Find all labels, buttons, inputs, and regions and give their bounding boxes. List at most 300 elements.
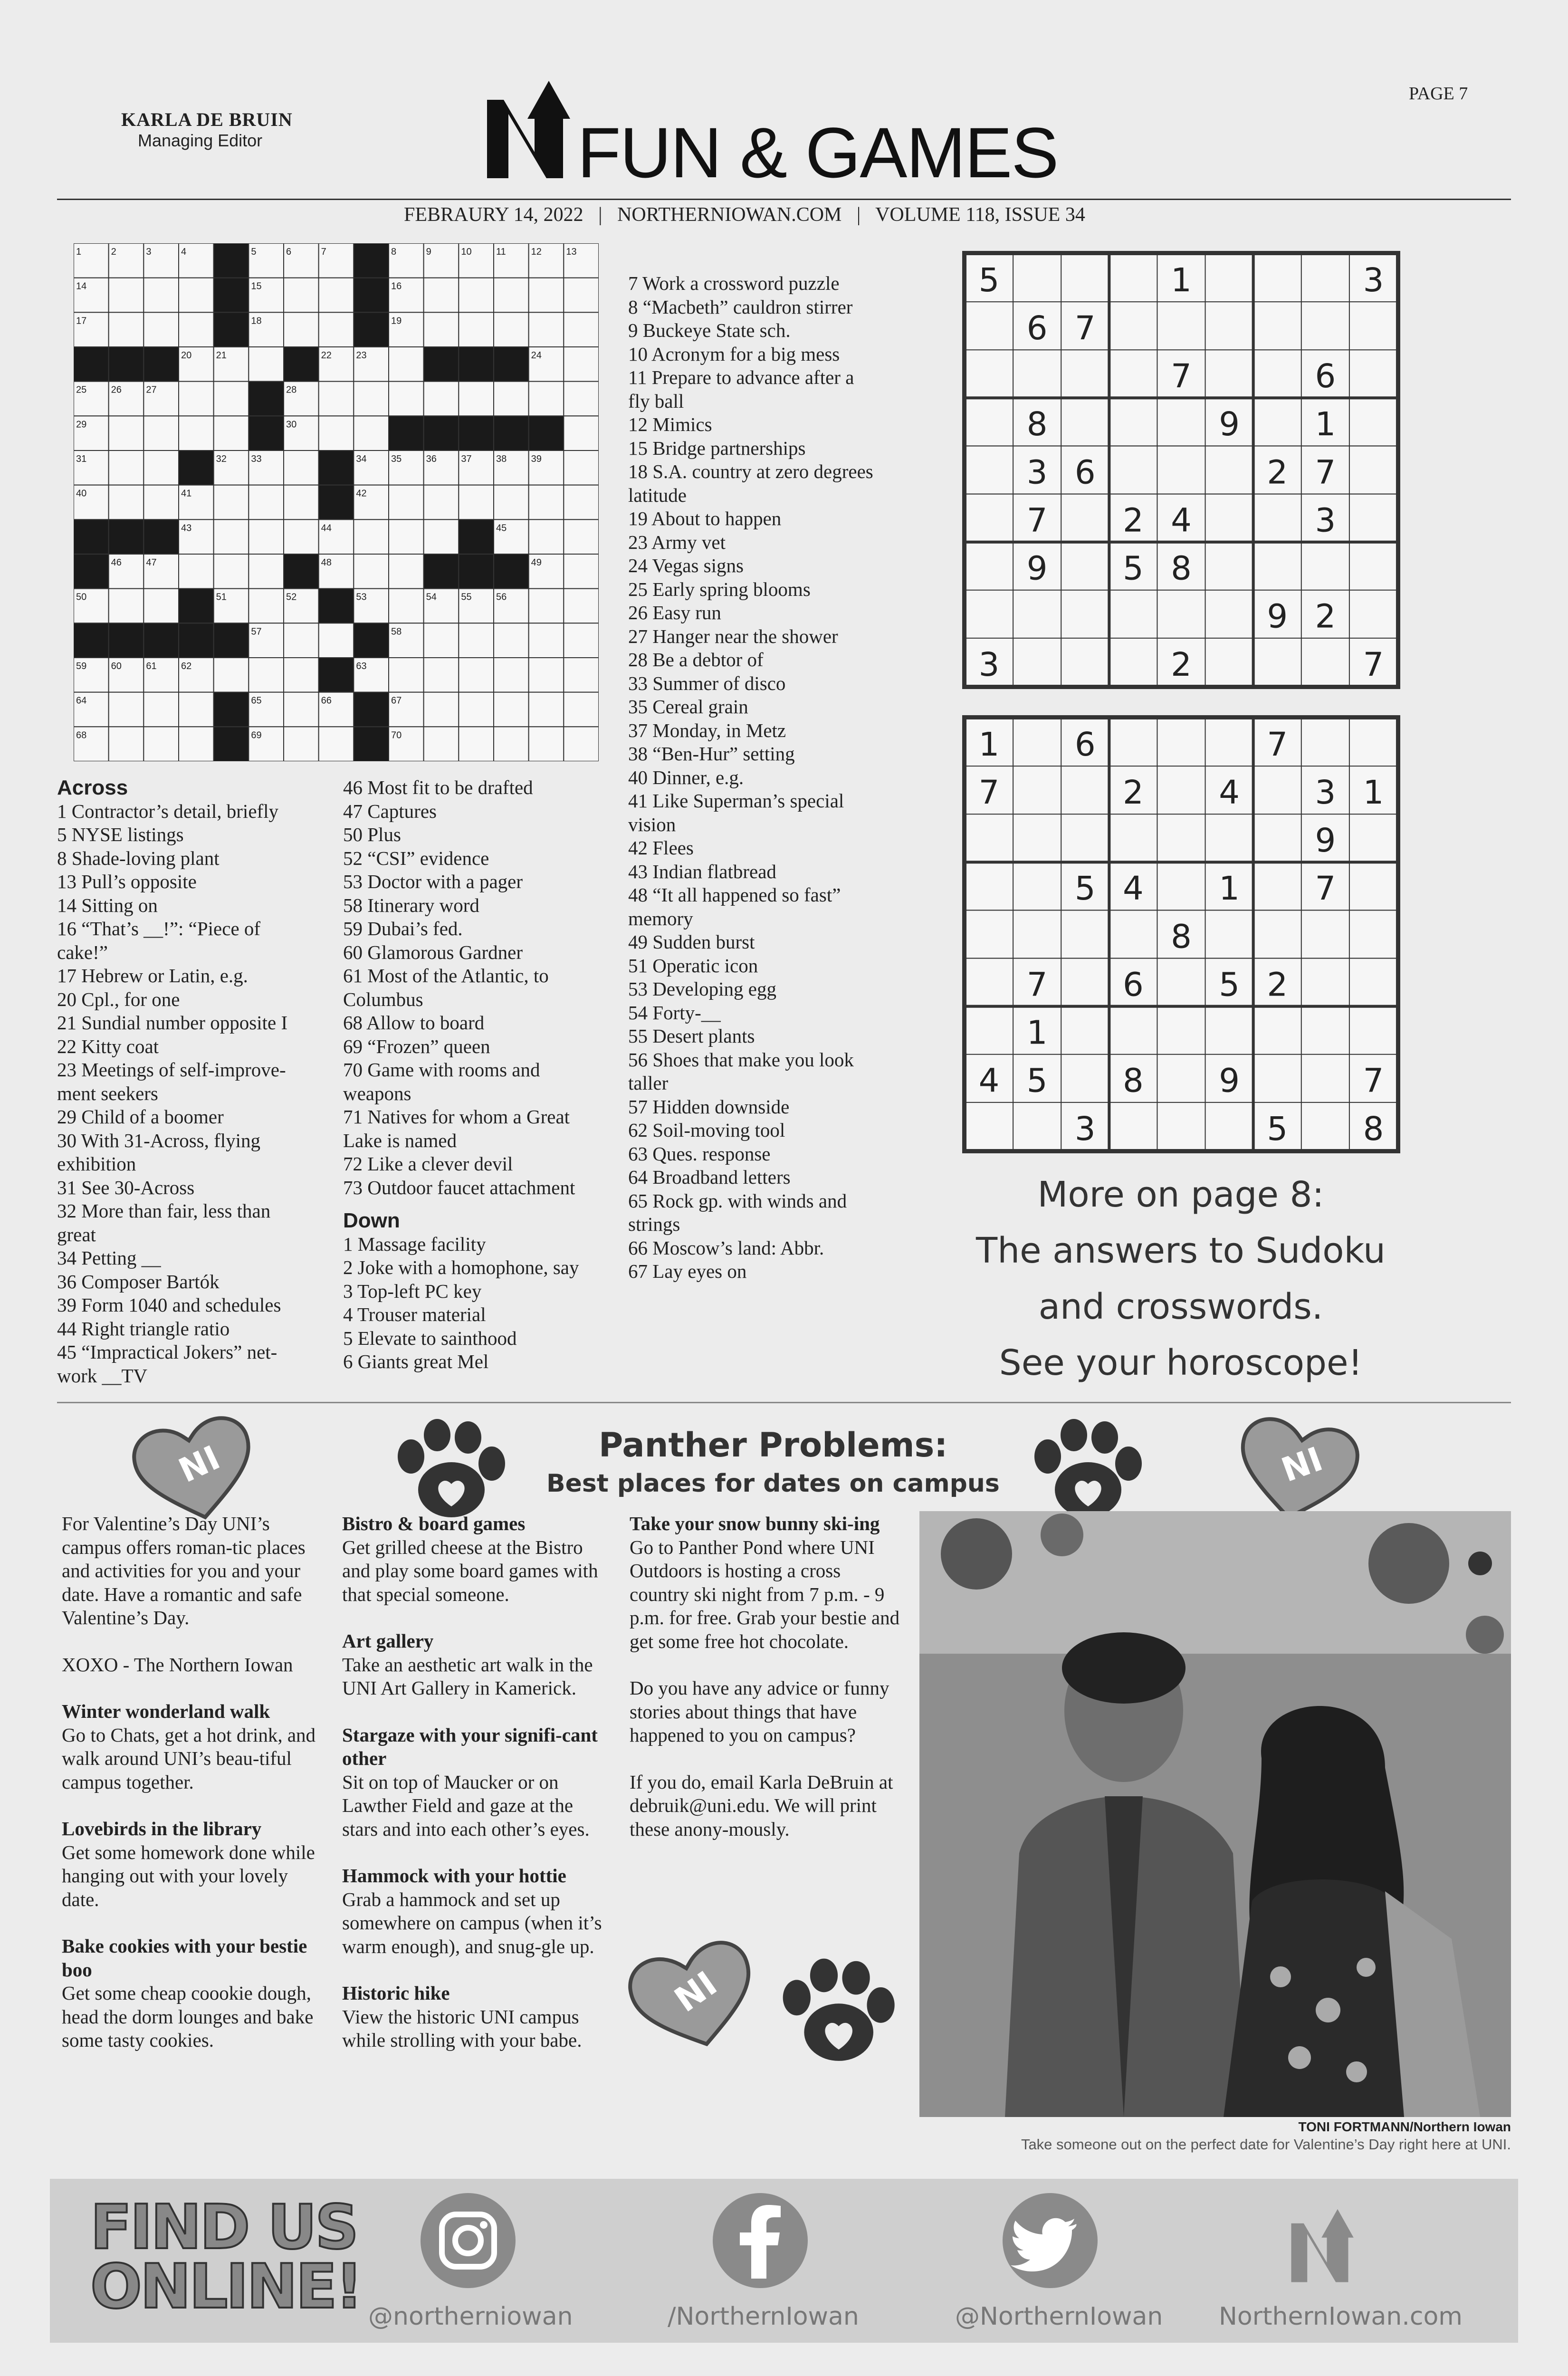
crossword-cell[interactable] [109,485,144,520]
crossword-clue-number: 17 [76,316,87,326]
sudoku-cell[interactable]: 5 [1219,966,1240,1004]
crossword-cell[interactable] [389,485,424,520]
idea-text: Grab a hammock and set up somewhere on campus (when it’s warm enough), and snug-gle up. [342,1888,602,1957]
crossword-cell[interactable] [494,727,529,761]
sudoku-cell[interactable]: 6 [1074,453,1096,492]
heart-ni-icon [128,1414,261,1523]
crossword-cell[interactable] [249,554,284,589]
crossword-clue-number: 18 [251,316,262,326]
sudoku-cell[interactable]: 2 [1315,597,1336,636]
crossword-cell[interactable] [529,382,564,416]
crossword-cell[interactable] [109,450,144,485]
crossword-cell[interactable] [459,692,494,727]
crossword-cell[interactable] [143,278,179,313]
sudoku-cell[interactable]: 7 [1026,966,1048,1004]
crossword-clue-number: 46 [111,557,122,568]
sudoku-cell[interactable]: 7 [1171,357,1192,396]
crossword-cell[interactable] [319,278,354,313]
crossword-cell[interactable] [109,416,144,450]
crossword-black-cell [143,623,179,658]
crossword-cell[interactable] [389,589,424,623]
crossword-cell[interactable] [494,382,529,416]
crossword-clue-number: 3 [146,247,152,257]
crossword-clue-number: 7 [321,247,326,257]
crossword-cell[interactable] [494,658,529,692]
clue-line: latitude [628,484,687,506]
northern-iowan-footer-logo[interactable] [1288,2195,1359,2290]
editor-name: KARLA DE BRUIN [121,109,293,130]
sudoku-cell[interactable]: 7 [1267,725,1288,764]
crossword-cell[interactable] [564,692,599,727]
sudoku-cell[interactable]: 7 [1026,501,1048,540]
crossword-cell[interactable] [459,312,494,347]
clue-line: 33 Summer of disco [628,672,786,694]
intro-text: For Valentine’s Day UNI’s campus offers roman-tic places and activities for you and your date. Have a romantic and safe Valentine’s Day. [62,1513,306,1629]
crossword-cell[interactable] [179,554,214,589]
crossword-cell[interactable] [564,416,599,450]
crossword-cell[interactable] [424,485,459,520]
crossword-clue-number: 70 [391,730,402,741]
sudoku-cell[interactable]: 3 [1315,501,1336,540]
crossword-cell[interactable] [284,692,319,727]
clue-line: 69 “Frozen” queen [343,1035,490,1057]
clue-line: 21 Sundial number opposite I [57,1012,288,1034]
crossword-clue-number: 28 [286,384,297,395]
crossword-cell[interactable] [249,519,284,554]
crossword-cell[interactable] [179,382,214,416]
crossword-cell[interactable] [459,727,494,761]
sudoku-cell[interactable]: 4 [1123,870,1144,908]
sudoku-cell[interactable]: 1 [1171,261,1192,299]
crossword-black-cell [284,347,319,382]
clue-line: 53 Doctor with a pager [343,871,523,892]
crossword-clue-number: 27 [146,384,157,395]
clue-line: 70 Game with rooms and [343,1059,540,1081]
crossword-clue-number: 62 [181,661,192,671]
sudoku-cell[interactable]: 5 [1267,1110,1288,1148]
crossword-clue-number: 48 [321,557,332,568]
crossword-clue-number: 60 [111,661,122,671]
sudoku-cell[interactable]: 2 [1171,645,1192,684]
clue-line: strings [628,1213,680,1235]
find-us-line-2: ONLINE! [90,2251,362,2322]
facebook-handle[interactable]: /NorthernIowan [668,2302,859,2331]
crossword-cell[interactable] [494,623,529,658]
crossword-cell[interactable] [389,519,424,554]
clue-line: 23 Meetings of self-improve- [57,1059,286,1081]
sudoku-cell[interactable]: 9 [1315,822,1336,860]
clue-line: 11 Prepare to advance after a [628,366,854,388]
clue-line: 48 “It all happened so fast” [628,884,841,906]
crossword-cell[interactable] [564,278,599,313]
crossword-cell[interactable] [284,312,319,347]
sudoku-cell[interactable]: 8 [1171,918,1192,956]
crossword-clue-number: 61 [146,661,157,671]
clue-line: 4 Trouser material [343,1303,486,1325]
crossword-cell[interactable] [179,416,214,450]
clue-line: 14 Sitting on [57,894,158,916]
crossword-clue-number: 40 [76,488,87,499]
idea-text: Go to Panther Pond where UNI Outdoors is hosting a cross country ski night from 7 p.m. - 9 p.m. for free. Grab your bestie and get some free hot chocolate. [630,1536,900,1652]
clue-line: Columbus [343,988,423,1010]
crossword-clue-number: 52 [286,592,297,603]
sudoku-grid-1[interactable] [965,254,1397,686]
banner-title: Panther Problems: [599,1426,948,1465]
editor-title: Managing Editor [138,131,263,150]
crossword-clue-number: 4 [181,247,187,257]
crossword-black-cell [354,312,389,347]
idea-text: Get some homework done while hanging out with your lovely date. [62,1841,315,1910]
clue-line: 59 Dubai’s fed. [343,918,463,939]
twitter-handle[interactable]: @NorthernIowan [955,2302,1163,2331]
clue-line: 45 “Impractical Jokers” net- [57,1341,277,1363]
crossword-cell[interactable] [564,589,599,623]
crossword-clue-number: 13 [566,247,577,257]
crossword-cell[interactable] [389,658,424,692]
sudoku-cell[interactable]: 8 [1171,549,1192,588]
sudoku-cell[interactable]: 1 [1315,405,1336,444]
crossword-black-cell [424,416,459,450]
sudoku-cell[interactable]: 2 [1123,773,1144,812]
clue-line: 7 Work a crossword puzzle [628,272,840,294]
sudoku-cell[interactable]: 7 [1074,309,1096,347]
sudoku-cell[interactable]: 7 [978,773,1000,812]
crossword-black-cell [354,727,389,761]
crossword-cell[interactable] [109,727,144,761]
instagram-handle[interactable]: @northerniowan [368,2302,573,2331]
crossword-cell[interactable] [529,623,564,658]
crossword-cell[interactable] [564,347,599,382]
clue-line: 62 Soil-moving tool [628,1119,785,1141]
crossword-cell[interactable] [564,519,599,554]
sudoku-cell[interactable]: 7 [1315,870,1336,908]
signoff: XOXO - The Northern Iowan [62,1653,293,1676]
crossword-cell[interactable] [424,519,459,554]
crossword-cell[interactable] [143,450,179,485]
crossword-clue-number: 16 [391,281,402,292]
crossword-cell[interactable] [109,692,144,727]
clue-line: 13 Pull’s opposite [57,871,197,892]
crossword-cell[interactable] [564,554,599,589]
crossword-cell[interactable] [424,382,459,416]
crossword-cell[interactable] [143,416,179,450]
crossword-cell[interactable] [564,382,599,416]
crossword-cell[interactable] [284,485,319,520]
crossword-cell[interactable] [494,278,529,313]
crossword-black-cell [143,347,179,382]
sudoku-cell[interactable]: 3 [978,645,1000,684]
crossword-cell[interactable] [564,485,599,520]
sudoku-cell[interactable]: 4 [1219,773,1240,812]
crossword-cell[interactable] [214,416,249,450]
crossword-clue-number: 6 [286,247,292,257]
idea-title: Stargaze with your signifi-cant other [342,1724,598,1769]
sudoku-cell[interactable]: 5 [1026,1062,1048,1100]
website-handle[interactable]: NorthernIowan.com [1219,2302,1463,2331]
sudoku-cell[interactable]: 6 [1074,725,1096,764]
crossword-cell[interactable] [389,554,424,589]
crossword-cell[interactable] [214,658,249,692]
crossword-cell[interactable] [529,658,564,692]
crossword-cell[interactable] [249,658,284,692]
sudoku-cell[interactable]: 9 [1267,597,1288,636]
volume-issue: VOLUME 118, ISSUE 34 [875,204,1085,226]
crossword-cell[interactable] [424,692,459,727]
sudoku-cell[interactable]: 7 [1363,1062,1384,1100]
date-ideas-column-1 [62,1512,321,2076]
crossword-cell[interactable] [529,692,564,727]
crossword-cell[interactable] [143,312,179,347]
instagram-icon[interactable] [418,2191,518,2290]
sudoku-cell[interactable]: 7 [1363,645,1384,684]
sudoku-cell[interactable]: 3 [1074,1110,1096,1148]
crossword-black-cell [354,623,389,658]
sudoku-cell[interactable]: 5 [1074,870,1096,908]
crossword-cell[interactable] [424,658,459,692]
crossword-clue-number: 12 [531,247,542,257]
sudoku-cell[interactable]: 4 [1171,501,1192,540]
crossword-cell[interactable] [494,692,529,727]
crossword-cell[interactable] [214,382,249,416]
clue-line: 65 Rock gp. with winds and [628,1189,847,1212]
crossword-black-cell [494,347,529,382]
crossword-clue-number: 69 [251,730,262,741]
crossword-cell[interactable] [143,692,179,727]
crossword-cell[interactable] [214,554,249,589]
clue-line: exhibition [57,1153,136,1175]
crossword-cell[interactable] [109,312,144,347]
sudoku-cell[interactable]: 3 [1363,261,1384,299]
crossword-cell[interactable] [459,658,494,692]
crossword-clue-number: 29 [76,419,87,430]
crossword-cell[interactable] [564,727,599,761]
more-line-2: The answers to Sudoku [976,1230,1386,1271]
crossword-clue-number: 51 [216,592,227,603]
sudoku-cell[interactable]: 2 [1267,453,1288,492]
clue-line: 1 Contractor’s detail, briefly [57,800,279,822]
northern-iowan-logo [482,71,577,181]
crossword-cell[interactable] [459,485,494,520]
sudoku-cell[interactable]: 3 [1315,773,1336,812]
crossword-cell[interactable] [564,450,599,485]
crossword-cell[interactable] [284,623,319,658]
crossword-cell[interactable] [529,312,564,347]
idea-title: Art gallery [342,1630,434,1652]
crossword-cell[interactable] [319,416,354,450]
clue-line: 27 Hanger near the shower [628,625,838,647]
crossword-grid[interactable] [74,243,599,761]
crossword-cell[interactable] [354,382,389,416]
crossword-clue-number: 24 [531,350,542,361]
clue-line: 16 “That’s __!”: “Piece of [57,918,261,939]
crossword-cells[interactable] [74,243,599,761]
down-clue-list-continued [628,272,897,1284]
crossword-black-cell [459,554,494,589]
sudoku-cell[interactable]: 4 [978,1062,1000,1100]
sudoku-cell[interactable]: 8 [1026,405,1048,444]
crossword-cell[interactable] [109,278,144,313]
clue-line: great [57,1223,96,1245]
crossword-clue-number: 8 [391,247,397,257]
crossword-cell[interactable] [389,382,424,416]
crossword-cell[interactable] [143,727,179,761]
facebook-icon[interactable] [710,2191,810,2290]
clue-line: 37 Monday, in Metz [628,719,786,741]
crossword-cell[interactable] [424,278,459,313]
website-link[interactable]: NORTHERNIOWAN.COM [617,204,842,226]
crossword-clue-number: 42 [356,488,367,499]
clue-line: 63 Ques. response [628,1142,771,1165]
crossword-cell[interactable] [319,623,354,658]
sudoku-cell[interactable]: 5 [1123,549,1144,588]
crossword-cell[interactable] [284,278,319,313]
crossword-cell[interactable] [389,347,424,382]
crossword-cell[interactable] [459,382,494,416]
crossword-clue-number: 9 [426,247,431,257]
sudoku-puzzle-1[interactable] [962,251,1400,689]
crossword-cell[interactable] [424,312,459,347]
sudoku-cell[interactable]: 5 [978,261,1000,299]
sudoku-cell[interactable]: 2 [1267,966,1288,1004]
crossword-cell[interactable] [249,485,284,520]
crossword-black-cell [319,450,354,485]
crossword-black-cell [143,519,179,554]
clues-across-column [57,776,323,1388]
sudoku-cell[interactable]: 1 [1363,773,1384,812]
sudoku-cell[interactable]: 9 [1219,405,1240,444]
crossword-black-cell [179,623,214,658]
sudoku-cell[interactable]: 1 [1026,1014,1048,1052]
crossword-cell[interactable] [354,416,389,450]
clue-line: 26 Easy run [628,602,721,623]
crossword-cell[interactable] [284,519,319,554]
sudoku-cell[interactable]: 8 [1123,1062,1144,1100]
crossword-black-cell [109,519,144,554]
crossword-clue-number: 44 [321,523,332,534]
crossword-cell[interactable] [179,278,214,313]
crossword-clue-number: 22 [321,350,332,361]
crossword-black-cell [214,243,249,278]
crossword-cell[interactable] [529,519,564,554]
crossword-black-cell [249,416,284,450]
dateline [404,203,1085,226]
sudoku-cell[interactable]: 1 [978,725,1000,764]
crossword-cell[interactable] [424,623,459,658]
crossword-cell[interactable] [284,727,319,761]
sudoku-cell[interactable]: 8 [1363,1110,1384,1148]
crossword-clue-number: 5 [251,247,257,257]
crossword-cell[interactable] [143,589,179,623]
crossword-black-cell [214,692,249,727]
crossword-cell[interactable] [319,312,354,347]
crossword-clue-number: 11 [496,247,506,257]
crossword-cell[interactable] [179,312,214,347]
clue-line: 32 More than fair, less than [57,1200,271,1222]
crossword-black-cell [424,347,459,382]
crossword-cell[interactable] [564,312,599,347]
crossword-clue-number: 59 [76,661,87,671]
crossword-cell[interactable] [529,589,564,623]
clue-line: 2 Joke with a homophone, say [343,1256,579,1278]
sudoku-cell[interactable]: 9 [1219,1062,1240,1100]
clue-line: 5 Elevate to sainthood [343,1327,517,1349]
crossword-cell[interactable] [143,485,179,520]
paw-print-icon [390,1418,508,1523]
crossword-clue-number: 33 [251,454,262,464]
crossword-cell[interactable] [354,554,389,589]
crossword-cell[interactable] [529,485,564,520]
crossword-black-cell [354,278,389,313]
clue-line: 42 Flees [628,837,694,859]
crossword-clue-number: 54 [426,592,437,603]
clue-line: 8 Shade-loving plant [57,847,220,869]
crossword-cell[interactable] [529,278,564,313]
crossword-cell[interactable] [214,485,249,520]
crossword-black-cell [319,485,354,520]
crossword-cell[interactable] [564,658,599,692]
crossword-cell[interactable] [284,658,319,692]
crossword-cell[interactable] [179,692,214,727]
crossword-cell[interactable] [459,623,494,658]
crossword-cell[interactable] [424,727,459,761]
crossword-cell[interactable] [529,727,564,761]
down-heading: Down [343,1209,400,1232]
crossword-cell[interactable] [109,589,144,623]
sudoku-cell[interactable]: 2 [1123,501,1144,540]
couple-photo [919,1511,1511,2117]
clue-line: 28 Be a debtor of [628,649,764,671]
crossword-cell[interactable] [249,347,284,382]
idea-text: View the historic UNI campus while strolling with your babe. [342,2005,582,2051]
crossword-clue-number: 1 [76,247,82,257]
sudoku-grid-2[interactable] [965,718,1397,1150]
crossword-clue-number: 20 [181,350,192,361]
crossword-clue-number: 25 [76,384,87,395]
crossword-cell[interactable] [319,382,354,416]
sudoku-cell[interactable]: 7 [1315,453,1336,492]
sudoku-cell[interactable]: 6 [1315,357,1336,396]
crossword-cell[interactable] [494,312,529,347]
sudoku-puzzle-2[interactable] [962,715,1400,1153]
idea-title: Bake cookies with your bestie boo [62,1935,307,1981]
crossword-cell[interactable] [319,727,354,761]
sudoku-cell[interactable]: 9 [1026,549,1048,588]
crossword-cell[interactable] [564,623,599,658]
sudoku-cell[interactable]: 6 [1123,966,1144,1004]
sudoku-cell[interactable]: 1 [1219,870,1240,908]
crossword-cell[interactable] [249,589,284,623]
clue-line: 60 Glamorous Gardner [343,941,523,963]
heart-text: NI [172,1438,226,1491]
crossword-clue-number: 37 [461,454,472,464]
separator: | [598,204,602,226]
crossword-cell[interactable] [214,519,249,554]
crossword-cell[interactable] [459,278,494,313]
crossword-cell[interactable] [494,485,529,520]
crossword-clue-number: 66 [321,695,332,706]
crossword-cell[interactable] [354,519,389,554]
clue-line: 58 Itinerary word [343,894,479,916]
issue-date: FEBRAURY 14, 2022 [404,204,583,226]
crossword-cell[interactable] [284,450,319,485]
sudoku-cell[interactable]: 3 [1026,453,1048,492]
twitter-icon[interactable] [1000,2191,1100,2290]
clue-line: 54 Forty-__ [628,1001,721,1024]
clue-line: work __TV [57,1364,148,1387]
crossword-cell[interactable] [179,727,214,761]
crossword-clue-number: 50 [76,592,87,603]
sudoku-cell[interactable]: 6 [1026,309,1048,347]
